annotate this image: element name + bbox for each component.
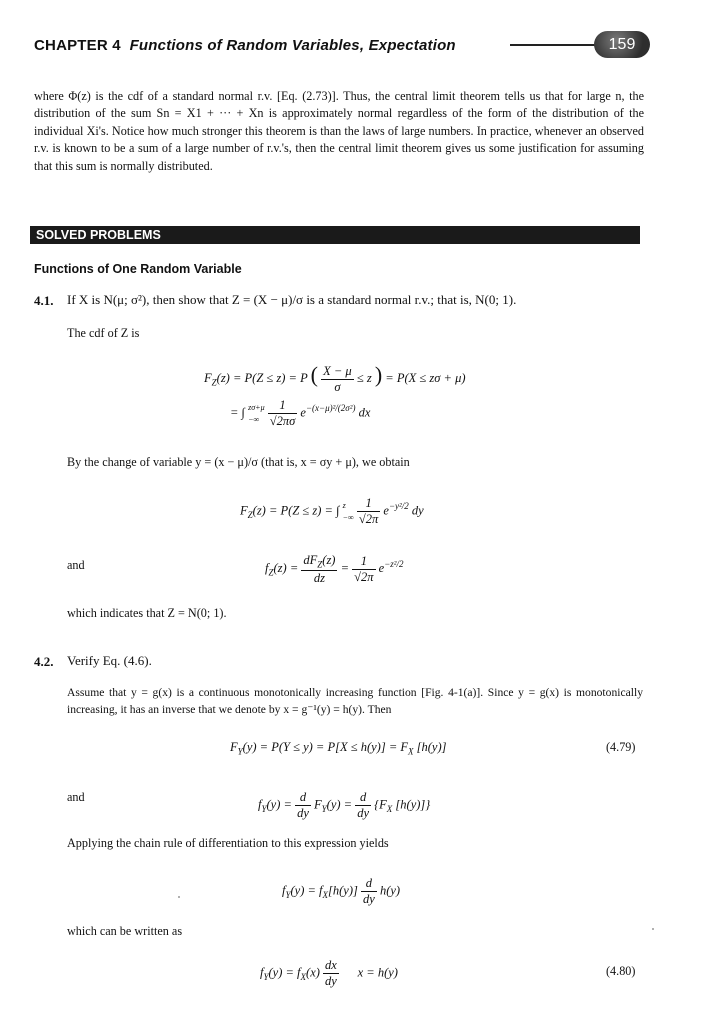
subsection-title: Functions of One Random Variable	[34, 262, 242, 276]
intro-paragraph: where Φ(z) is the cdf of a standard normal r.v. [Eq. (2.73)]. Thus, the central limit theorem tells us that for large n, the distribution of the sum Sn = X1 + ··· + Xn is approximately normal regardless of the form of the distribution of the individual Xi's. Notice how much stronger this theorem is than the laws of large numbers. In practice, whenever an observed r.v. is known to be a sum of a large number of r.v.'s, then the central limit theorem gives us some justification for assuming that this sum is normally distributed.	[34, 89, 644, 173]
equation-4-80: $f_Y(y) = f_X(x)$ $\frac{dx}{dy}$ x = h(y)	[260, 958, 398, 988]
problem-4-1	[34, 292, 54, 310]
scan-speck	[652, 928, 654, 930]
equation-cdf-z: $F_Z(z) = P(Z \le z) = P$ ( $\frac{X - \mu}{\sigma}$ ≤ z ) = P(X ≤ zσ + μ)	[204, 362, 466, 394]
problem-number: 4.1.	[34, 293, 54, 308]
problem-text: which indicates that Z = N(0; 1).	[67, 606, 227, 620]
equation-pdf-standard: $f_Z(z)$ = $\frac{dF_Z(z)}{dz}$ = $\frac{1}{√2\pi}$ $e^{-z^2/2}$	[265, 553, 404, 585]
equation-4-79: $F_Y(y) = P(Y \le y) = P[X \le h(y)] = F_X$ [h(y)]	[230, 740, 447, 757]
chapter-label: CHAPTER 4	[34, 37, 121, 54]
problem-text: By the change of variable y = (x − μ)/σ (that is, x = σy + μ), we obtain	[67, 455, 410, 469]
problem-text: and	[67, 558, 85, 572]
scan-speck	[178, 896, 180, 898]
problem-text: Applying the chain rule of differentiation to this expression yields	[67, 836, 389, 850]
page-number: 159	[608, 35, 636, 53]
problem-statement: Verify Eq. (4.6).	[67, 653, 152, 668]
equation-number: (4.79)	[606, 740, 636, 754]
problem-4-2	[34, 653, 54, 671]
problem-statement: If X is N(μ; σ²), then show that Z = (X − μ)/σ is a standard normal r.v.; that is, N(0; 1).	[67, 292, 517, 307]
equation-chain-rule: $f_Y(y) = f_X[h(y)]$ $\frac{d}{dy}$ h(y)	[282, 876, 401, 906]
equation-cdf-standard: $F_Z(z) = P(Z \le z)$ = ∫ z −∞ $\frac{1}{√2\pi}$ $e^{-y^2/2}$ dy	[240, 496, 424, 526]
chapter-title: Functions of Random Variables, Expectation	[129, 37, 456, 54]
problem-text: Assume that y = g(x) is a continuous monotonically increasing function [Fig. 4-1(a)]. Since y = g(x) is monotonically increasing, it has an inverse that we denote by x = g⁻¹(y) = h(y). Then	[67, 686, 643, 717]
equation-number: (4.80)	[606, 964, 636, 978]
header-rule	[510, 44, 600, 46]
chapter-header	[34, 37, 456, 54]
problem-text: which can be written as	[67, 924, 183, 938]
problem-text: and	[67, 790, 85, 804]
equation-pdf-derivative: $f_Y(y)$ = $\frac{d}{dy}$ $F_Y(y)$ = $\frac{d}{dy}$ {$F_X$ [h(y)]}	[258, 790, 431, 820]
equation-cdf-integral: = ∫ zσ+μ −∞ $\frac{1}{√2\pi\sigma}$ $e^{-(x-\mu)^2/(2\sigma^2)}$ dx	[230, 398, 371, 428]
solved-problems-band: SOLVED PROBLEMS	[30, 226, 640, 244]
problem-text: The cdf of Z is	[67, 326, 140, 340]
page-number-badge	[594, 31, 650, 58]
problem-number: 4.2.	[34, 654, 54, 669]
